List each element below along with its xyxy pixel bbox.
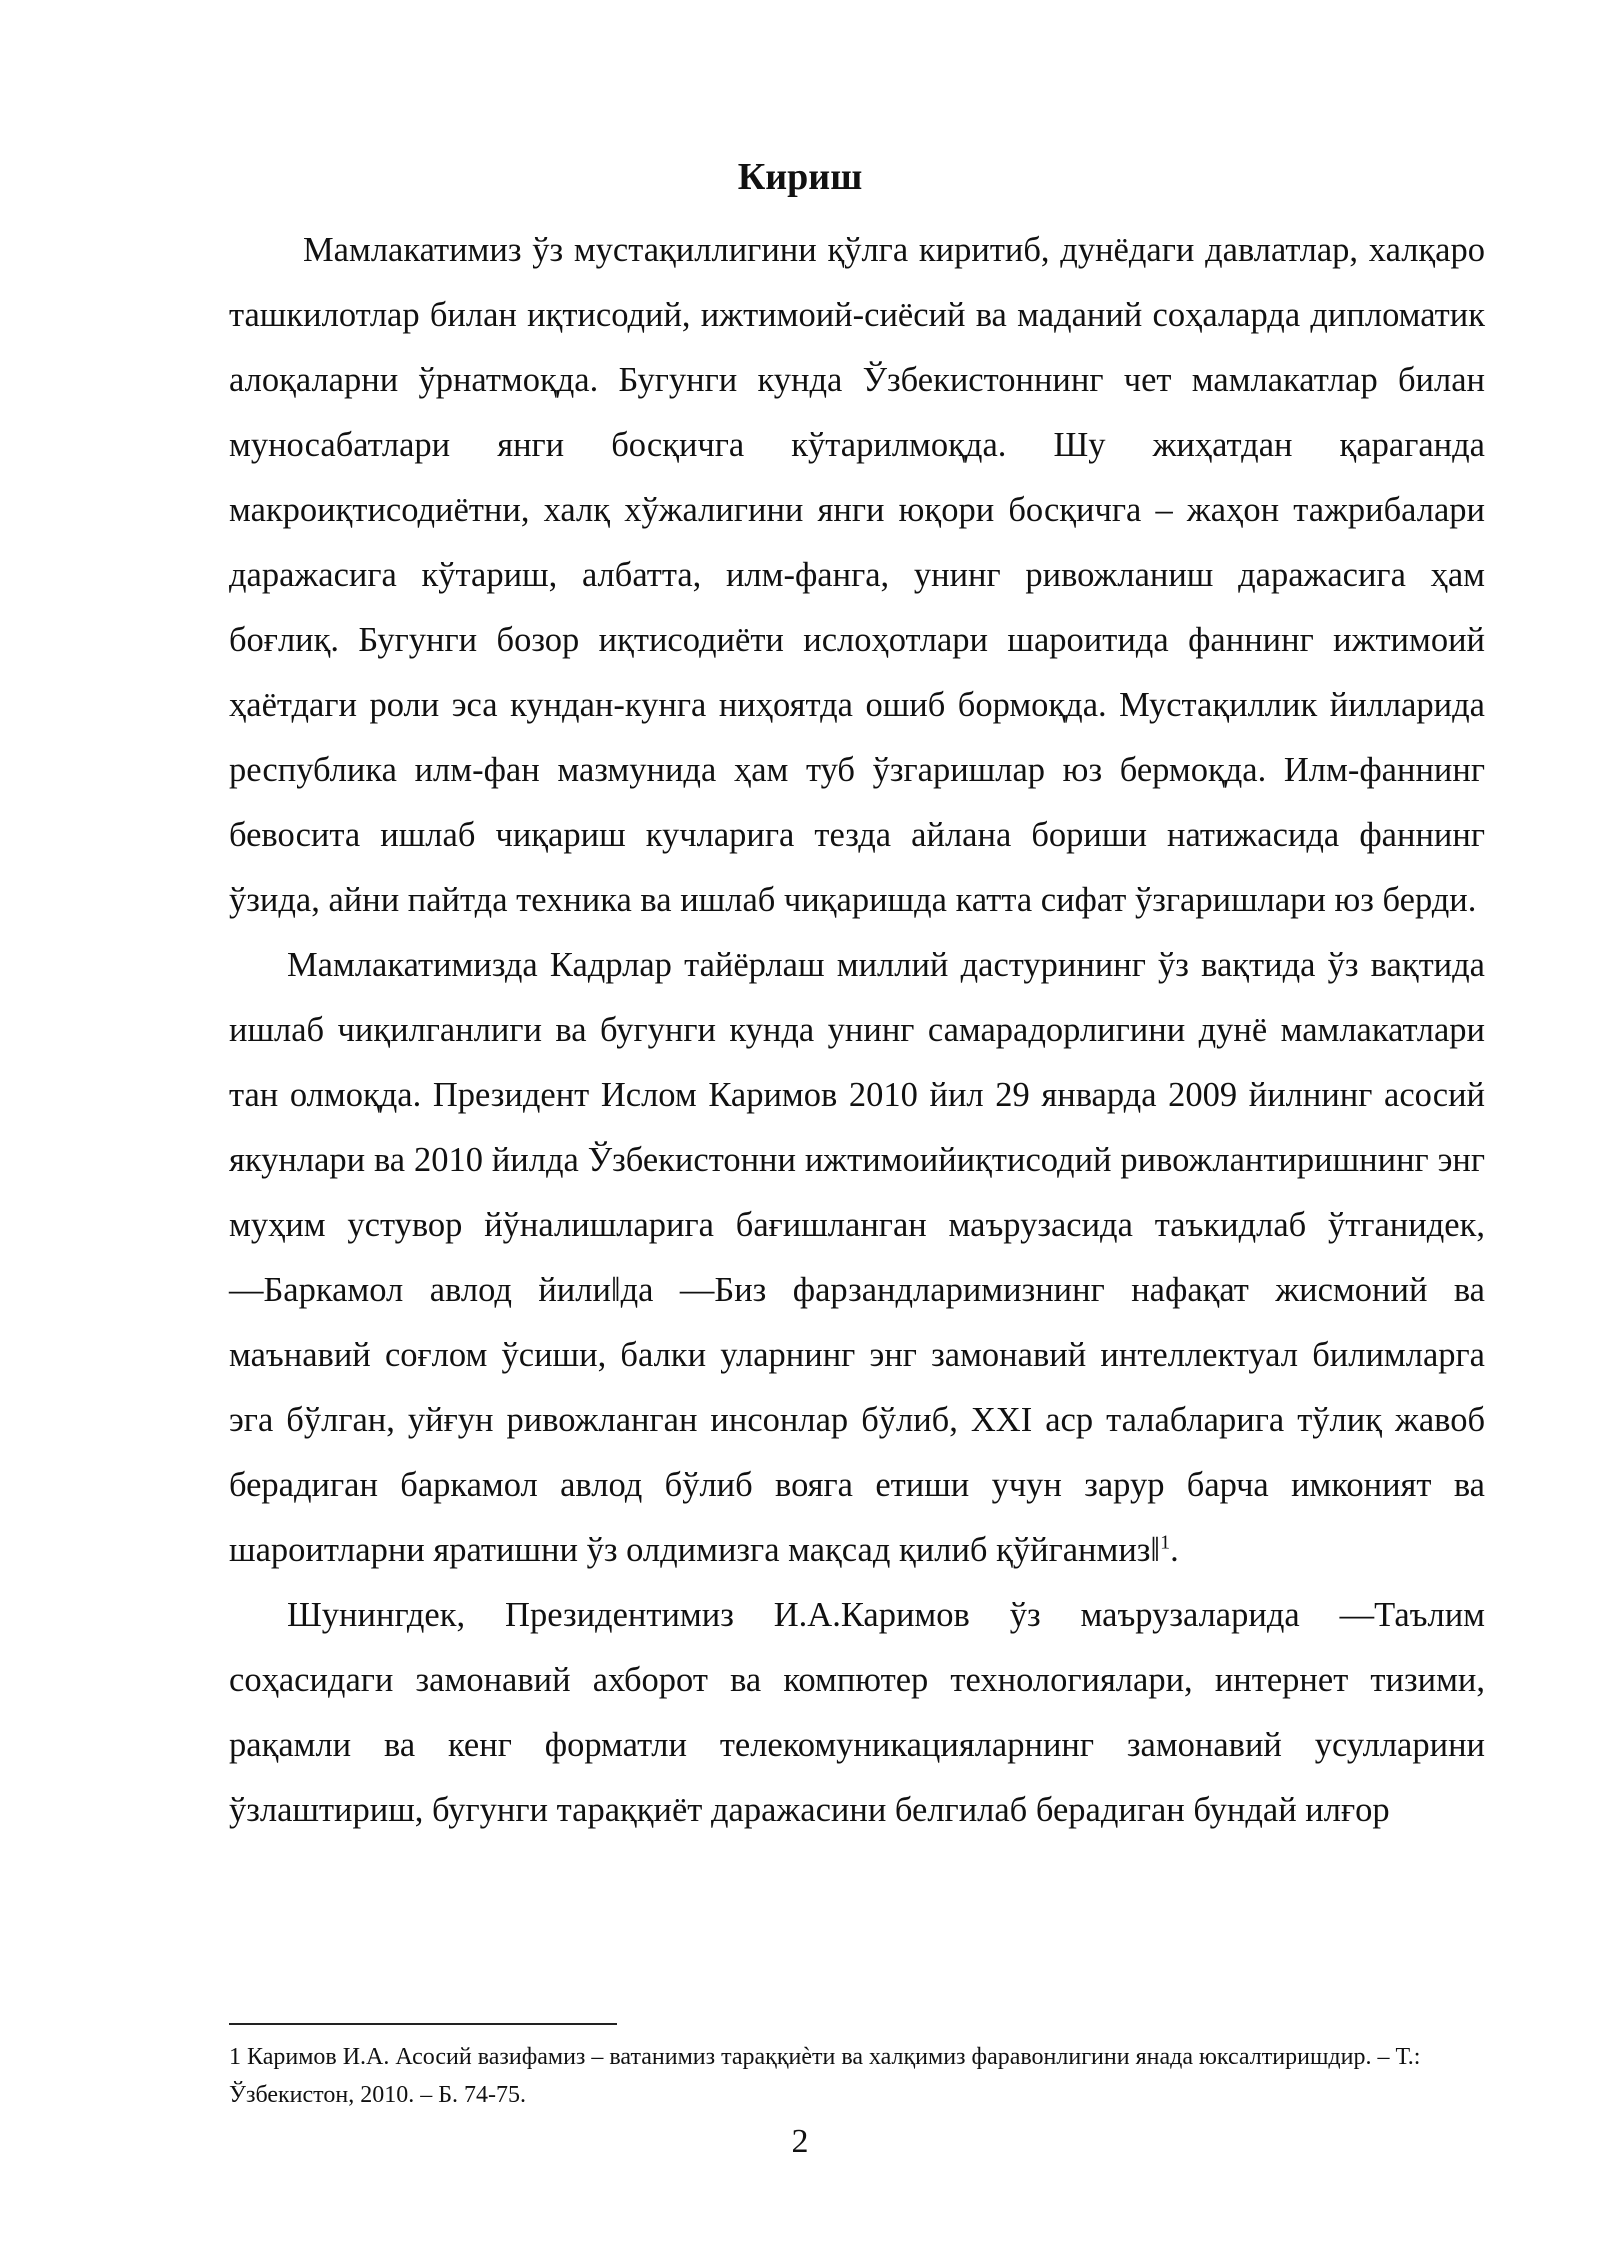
paragraph-1: Мамлакатимиз ўз мустақиллигини қўлга киритиб, дунёдаги давлатлар, халқаро ташкилотлар билан иқтисодий, ижтимоий-сиёсий ва маданий соҳаларда дипломатик алоқаларни ўрнатмоқда. Бугунги кунда Ўзбекистоннинг чет мамлакатлар билан муносабатлари янги босқичга кўтарилмоқда. Шу жиҳатдан қараганда макроиқтисодиётни, халқ хўжалигини янги юқори босқичга – жаҳон тажрибалари даражасига кўтариш, албатта, илм-фанга, унинг ривожланиш даражасига ҳам боғлиқ. Бугунги бозор иқтисодиёти ислоҳотлари шароитида фаннинг ижтимоий ҳаётдаги роли эса кундан-кунга ниҳоятда ошиб бормоқда. Мустақиллик йилларида республика илм-фан мазмунида ҳам туб ўзгаришлар юз бермоқда. Илм-фаннинг бевосита ишлаб чиқариш кучларига тезда айлана бориши натижасида фаннинг ўзида, айни пайтда техника ва ишлаб чиқаришда катта сифат ўзгаришлари юз берди. [229,231,1485,919]
paragraph-2 [229,933,1485,1583]
paragraph-2-text: Мамлакатимизда Кадрлар тайёрлаш миллий дастурининг ўз вақтида ўз вақтида ишлаб чиқилганлиги ва бугунги кунда унинг самарадорлигини дунё мамлакатлари тан олмоқда. Президент Ислом Каримов 2010 йил 29 январда 2009 йилнинг асосий якунлари ва 2010 йилда Ўзбекистонни ижтимоийиқтисодий ривожлантиришнинг энг муҳим устувор йўналишларига бағишланган маърузасида таъкидлаб ўтганидек, ―Баркамол авлод йили‖да ―Биз фарзандларимизнинг нафақат жисмоний ва маънавий соғлом ўсиши, балки уларнинг энг замонавий интеллектуал билимларга эга бўлган, уйғун ривожланган инсонлар бўлиб, XXI аср талабларига тўлиқ жавоб берадиган баркамол авлод бўлиб вояга етиши учун зарур барча имконият ва шароитларни яратишни ўз олдимизга мақсад қилиб қўйганмиз‖ [229,946,1485,1569]
footnote-reference[interactable]: 1 [1160,1531,1171,1554]
footnote-text: 1 Каримов И.А. Асосий вазифамиз – ватанимиз тараққиѐти ва халқимиз фаравонлигини янада юксалтиришдир. – Т.: Ўзбекистон, 2010. – Б. 74-75. [229,2044,1421,2108]
page-title: Кириш [737,156,863,198]
body-text [229,218,1485,1843]
page-number: 2 [791,2123,809,2160]
footnote-divider [229,2023,617,2025]
paragraph-2-end: . [1170,1531,1179,1569]
paragraph-3: Шунингдек, Президентимиз И.А.Каримов ўз маърузаларида ―Таълим соҳасидаги замонавий ахборот ва компютер технологиялари, интернет тизими, рақамли ва кенг форматли телекомуникацияларнинг замонавий усулларини ўзлаштириш, бугунги тараққиёт даражасини белгилаб берадиган бундай илғор [229,1596,1485,1829]
